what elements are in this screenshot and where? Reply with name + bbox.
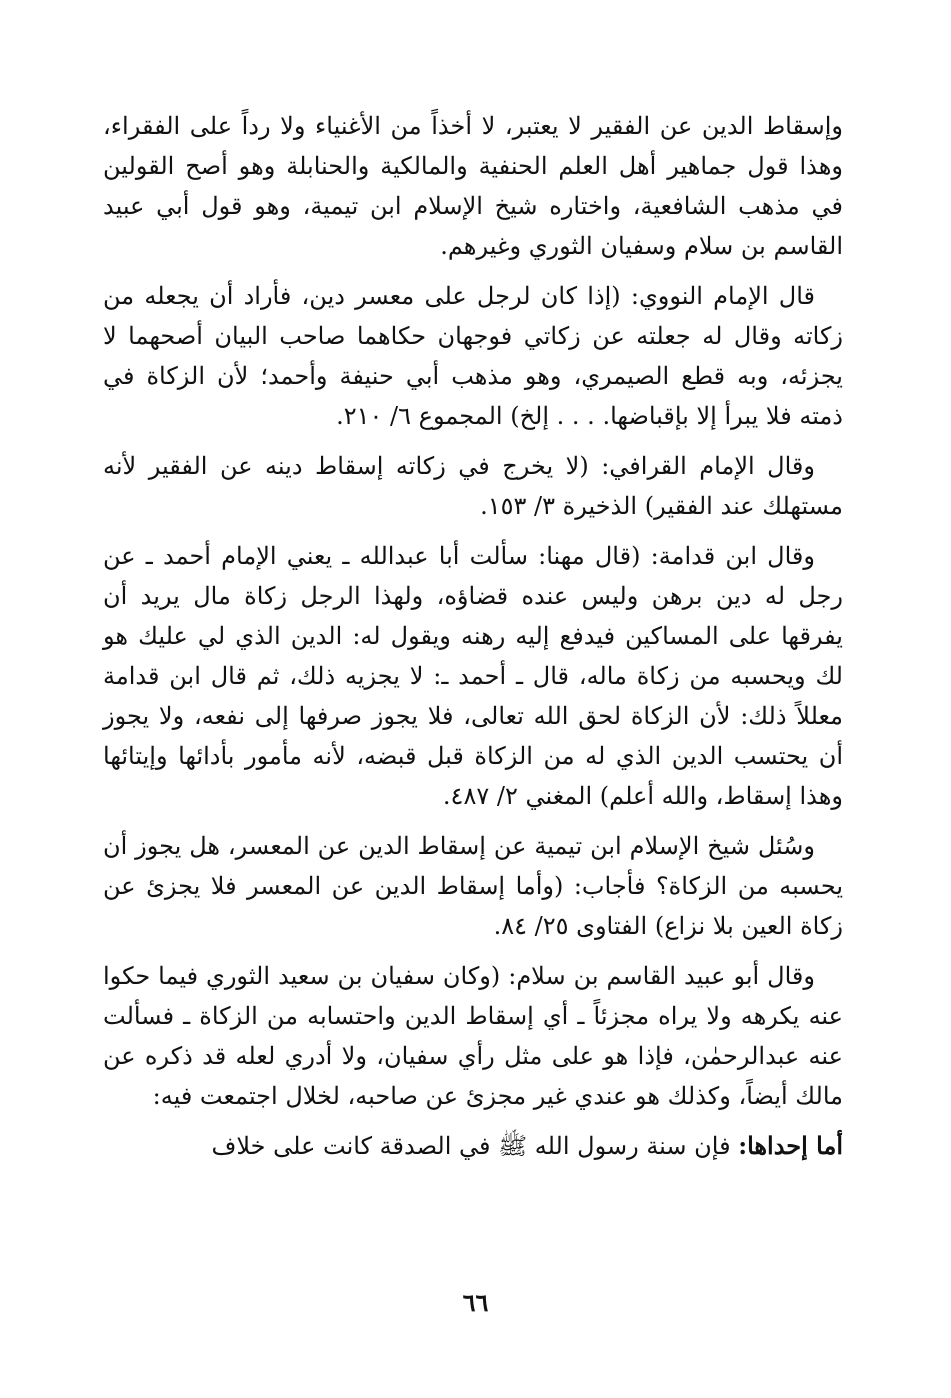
paragraph-4: وقال ابن قدامة: (قال مهنا: سألت أبا عبدالله ـ يعني الإمام أحمد ـ عن رجل له دين برهن وليس عنده قضاؤه، ولهذا الرجل زكاة مال يريد أن يفرقها على المساكين فيدفع إليه رهنه ويقول له: الدين الذي لي عليك هو لك ويحسبه من زكاة ماله، قال ـ أحمد ـ: لا يجزيه ذلك، ثم قال ابن قدامة معللاً ذلك: لأن الزكاة لحق الله تعالى، فلا يجوز صرفها إلى نفعه، ولا يجوز أن يحتسب الدين الذي له من الزكاة قبل قبضه، لأنه مأمور بأدائها وإيتائها وهذا إسقاط، والله أعلم) المغني ٢/ ٤٨٧. [103,542,843,810]
paragraph-6: وقال أبو عبيد القاسم بن سلام: (وكان سفيان بن سعيد الثوري فيما حكوا عنه يكرهه ولا يراه مجزئاً ـ أي إسقاط الدين واحتسابه من الزكاة ـ فسألت عنه عبدالرحمٰن، فإذا هو على مثل رأي سفيان، ولا أدري لعله قد ذكره عن مالك أيضاً، وكذلك هو عندي غير مجزئ عن صاحبه، لخلال اجتمعت فيه: [103,962,843,1110]
paragraph-7 [103,1126,843,1166]
page-number: ٦٦ [462,1288,489,1317]
paragraph-2: قال الإمام النووي: (إذا كان لرجل على معسر دين، فأراد أن يجعله من زكاته وقال له جعلته عن زكاتي فوجهان حكاهما صاحب البيان أصحهما لا يجزئه، وبه قطع الصيمري، وهو مذهب أبي حنيفة وأحمد؛ لأن الزكاة في ذمته فلا يبرأ إلا بإقباضها. . . . إلخ) المجموع ٦/ ٢١٠. [103,282,844,430]
paragraph-1: وإسقاط الدين عن الفقير لا يعتبر، لا أخذاً من الأغنياء ولا رداً على الفقراء، وهذا قول جماهير أهل العلم الحنفية والمالكية والحنابلة وهو أصح القولين في مذهب الشافعية، واختاره شيخ الإسلام ابن تيمية، وهو قول أبي عبيد القاسم بن سلام وسفيان الثوري وغيرهم. [103,112,843,260]
paragraph-7-lead: أما إحداها: [738,1131,843,1160]
paragraph-3: وقال الإمام القرافي: (لا يخرج في زكاته إسقاط دينه عن الفقير لأنه مستهلك عند الفقير) الذخيرة ٣/ ١٥٣. [103,452,843,520]
paragraph-7-text: فإن سنة رسول الله ﷺ في الصدقة كانت على خلاف [211,1132,739,1160]
body-text [103,106,843,1176]
paragraph-5: وسُئل شيخ الإسلام ابن تيمية عن إسقاط الدين عن المعسر، هل يجوز أن يحسبه من الزكاة؟ فأجاب: (وأما إسقاط الدين عن المعسر فلا يجزئ عن زكاة العين بلا نزاع) الفتاوى ٢٥/ ٨٤. [103,832,843,940]
